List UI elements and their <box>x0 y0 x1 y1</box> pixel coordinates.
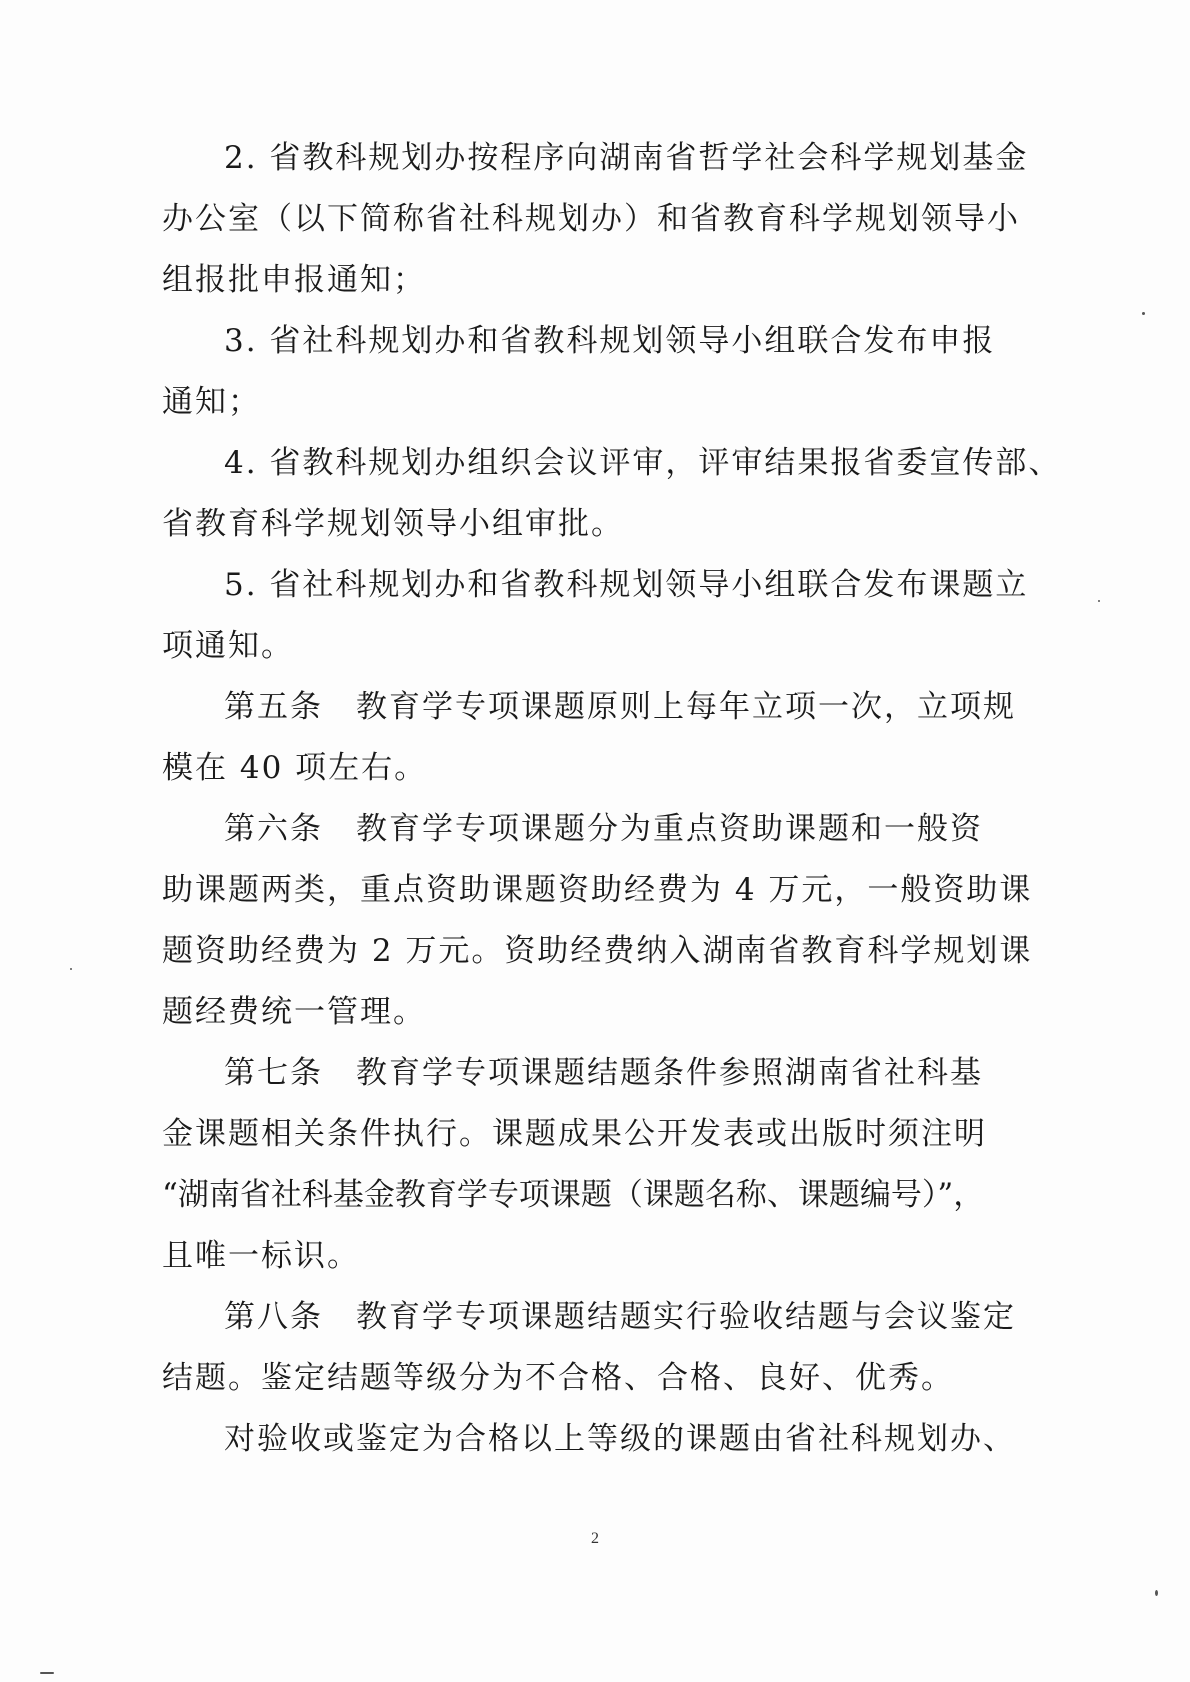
paragraph-line: 对验收或鉴定为合格以上等级的课题由省社科规划办、 <box>224 1421 1016 1457</box>
scan-speck <box>1155 1590 1158 1596</box>
article-six-line: 第六条 教育学专项课题分为重点资助课题和一般资 <box>224 811 983 847</box>
paragraph-line: “湖南省社科基金教育学专项课题（课题名称、课题编号）”， <box>162 1177 985 1213</box>
article-eight-line: 第八条 教育学专项课题结题实行验收结题与会议鉴定 <box>224 1299 1016 1335</box>
article-seven-line: 第七条 教育学专项课题结题条件参照湖南省社科基 <box>224 1055 983 1091</box>
scan-speck <box>1142 312 1145 315</box>
paragraph-line: 结题。鉴定结题等级分为不合格、合格、良好、优秀。 <box>162 1360 954 1396</box>
paragraph-line: 4. 省教科规划办组织会议评审，评审结果报省委宣传部、 <box>224 445 1062 481</box>
scan-speck <box>70 968 72 970</box>
paragraph-line: 办公室（以下简称省社科规划办）和省教育科学规划领导小 <box>162 201 1020 237</box>
article-five-line: 第五条 教育学专项课题原则上每年立项一次，立项规 <box>224 689 1016 725</box>
paragraph-line: 助课题两类，重点资助课题资助经费为 4 万元，一般资助课 <box>162 872 1033 908</box>
page-number: 2 <box>591 1530 599 1547</box>
paragraph-line: 项通知。 <box>162 628 294 664</box>
paragraph-line: 组报批申报通知； <box>162 262 426 298</box>
paragraph-line: 2. 省教科规划办按程序向湖南省哲学社会科学规划基金 <box>224 140 1029 176</box>
paragraph-line: 通知； <box>162 384 261 420</box>
paragraph-line: 且唯一标识。 <box>162 1238 360 1274</box>
paragraph-line: 省教育科学规划领导小组审批。 <box>162 506 624 542</box>
paragraph-line: 金课题相关条件执行。课题成果公开发表或出版时须注明 <box>162 1116 987 1152</box>
paragraph-line: 题经费统一管理。 <box>162 994 426 1030</box>
scan-speck <box>1098 600 1100 602</box>
scan-speck <box>40 1672 54 1674</box>
paragraph-line: 5. 省社科规划办和省教科规划领导小组联合发布课题立 <box>224 567 1029 603</box>
paragraph-line: 3. 省社科规划办和省教科规划领导小组联合发布申报 <box>224 323 996 359</box>
paragraph-line: 模在 40 项左右。 <box>162 750 428 786</box>
paragraph-line: 题资助经费为 2 万元。资助经费纳入湖南省教育科学规划课 <box>162 933 1033 969</box>
